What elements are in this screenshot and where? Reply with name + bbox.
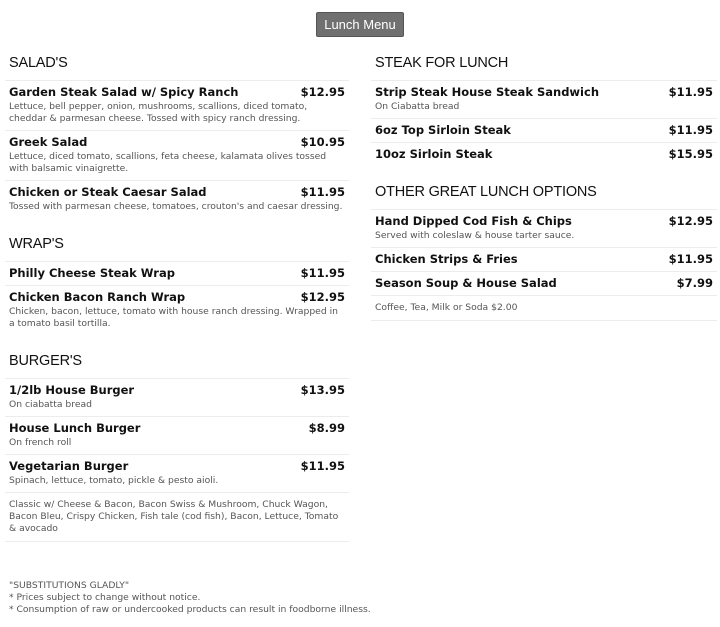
item-name: Chicken Strips & Fries [375,252,518,266]
item-name: Garden Steak Salad w/ Spicy Ranch [9,85,239,99]
item-price: $7.99 [676,276,713,290]
item-price: $11.95 [300,266,345,280]
item-name: 10oz Sirloin Steak [375,147,493,161]
item-price: $8.99 [308,421,345,435]
footer-notes [9,580,371,616]
menu-item [371,142,717,166]
item-name: 6oz Top Sirloin Steak [375,123,511,137]
beverages-note: Coffee, Tea, Milk or Soda $2.00 [371,295,717,321]
item-name: Philly Cheese Steak Wrap [9,266,175,280]
item-price: $12.95 [300,290,345,304]
other-options-heading: OTHER GREAT LUNCH OPTIONS [375,184,597,200]
menu-item [5,180,349,218]
lunch-menu-button[interactable]: Lunch Menu [316,12,404,37]
menu-item [5,378,349,416]
menu-item [5,285,349,335]
menu-item [371,118,717,142]
item-name: House Lunch Burger [9,421,141,435]
wraps-heading: WRAP'S [9,236,64,252]
item-description: Chicken, bacon, lettuce, tomato with house ranch dressing. Wrapped in a tomato basil tortilla. [9,306,338,329]
salads-heading: SALAD'S [9,55,68,71]
item-price: $11.95 [668,123,713,137]
menu-item [5,130,349,180]
footer-health-warning: * Consumption of raw or undercooked products can result in foodborne illness. [9,604,371,615]
item-name: Greek Salad [9,135,88,149]
item-description: Lettuce, diced tomato, scallions, feta cheese, kalamata olives tossed with balsamic vinaigrette. [9,151,327,174]
item-name: Hand Dipped Cod Fish & Chips [375,214,572,228]
steak-heading: STEAK FOR LUNCH [375,55,509,71]
menu-item [5,454,349,492]
item-description: Tossed with parmesan cheese, tomatoes, crouton's and caesar dressing. [9,201,343,212]
item-price: $15.95 [668,147,713,161]
footer-prices-note: * Prices subject to change without notice. [9,592,201,603]
item-description: Lettuce, bell pepper, onion, mushrooms, scallions, diced tomato, cheddar & parmesan cheese. Tossed with spicy ranch dressing. [9,101,308,124]
item-price: $12.95 [300,85,345,99]
item-description: On french roll [9,437,72,448]
title-bar [0,12,720,37]
item-name: Vegetarian Burger [9,459,129,473]
menu-item [5,416,349,454]
item-description: On ciabatta bread [9,399,92,410]
item-price: $11.95 [300,459,345,473]
burger-options-note: Classic w/ Cheese & Bacon, Bacon Swiss & Mushroom, Chuck Wagon, Bacon Bleu, Crispy Chicken, Fish tale (cod fish), Bacon, Lettuce, Tomato & avocado [5,492,349,542]
left-column [5,50,349,542]
menu-item [5,261,349,285]
menu-item [371,271,717,295]
menu-item [371,80,717,118]
menu-item [5,80,349,130]
burgers-heading: BURGER'S [9,353,82,369]
item-name: 1/2lb House Burger [9,383,135,397]
item-name: Strip Steak House Steak Sandwich [375,85,600,99]
menu-item [371,247,717,271]
item-name: Chicken Bacon Ranch Wrap [9,290,186,304]
footer-substitutions: "SUBSTITUTIONS GLADLY" [9,580,130,591]
item-description: Spinach, lettuce, tomato, pickle & pesto aioli. [9,475,219,486]
item-price: $11.95 [300,185,345,199]
item-name: Season Soup & House Salad [375,276,557,290]
right-column [371,50,717,321]
item-price: $10.95 [300,135,345,149]
item-description: Served with coleslaw & house tarter sauce. [375,230,575,241]
item-price: $13.95 [300,383,345,397]
item-price: $11.95 [668,252,713,266]
item-price: $12.95 [668,214,713,228]
item-name: Chicken or Steak Caesar Salad [9,185,207,199]
menu-item [371,209,717,247]
item-description: On Ciabatta bread [375,101,460,112]
item-price: $11.95 [668,85,713,99]
